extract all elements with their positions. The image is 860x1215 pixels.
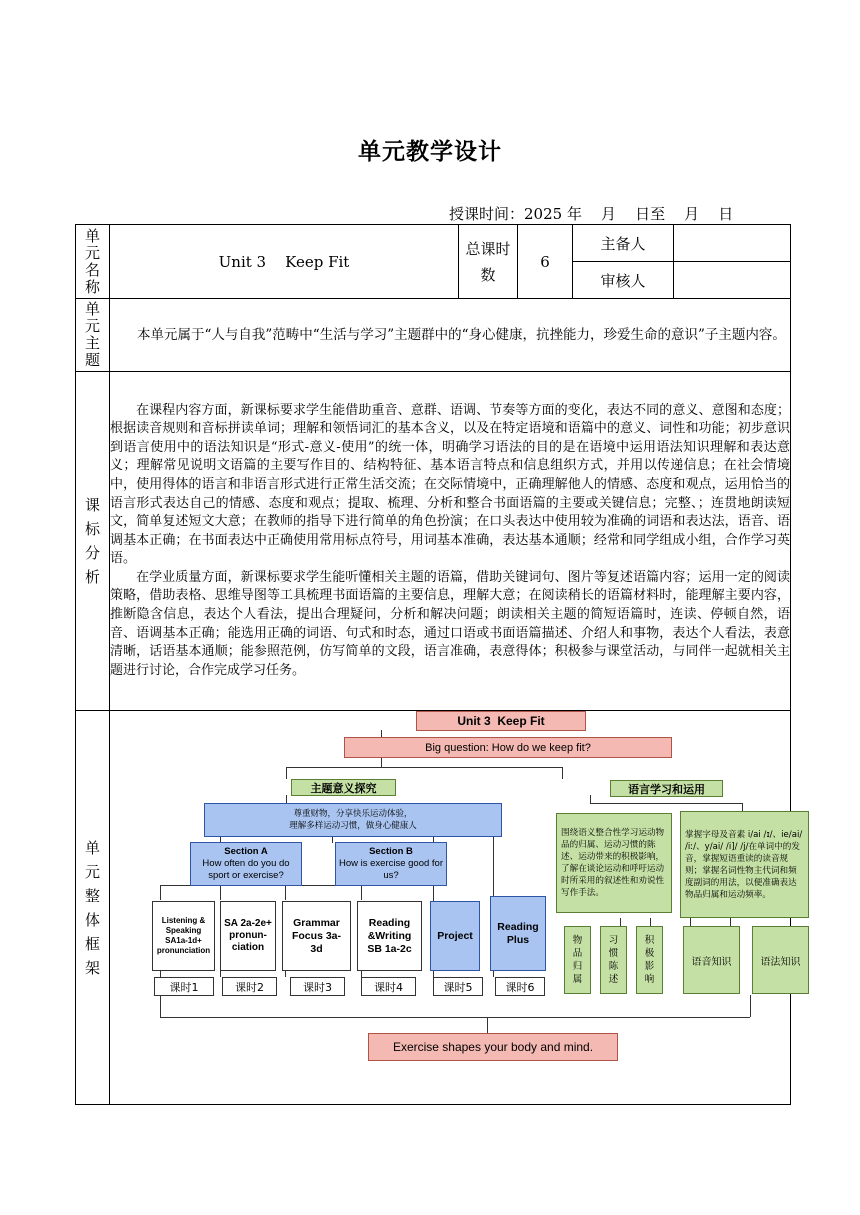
period-4-box	[361, 977, 416, 996]
reviewer-value	[674, 262, 791, 299]
period-5-text: 课时5	[443, 980, 473, 994]
period-6-text: 课时6	[505, 980, 535, 994]
language-goal-left-text: 围绕语义整合性学习运动物品的归属、运动习惯的陈述、运动带来的积极影响，了解在谈论运动和呼吁运动时所采用的叙述性和劝说性写作手法。	[561, 828, 665, 898]
period-1-text: 课时1	[169, 980, 199, 994]
lesson-4-name: Reading &Writing SB 1a-2c	[367, 916, 412, 955]
language-learning-text: 语言学习和运用	[628, 782, 705, 796]
grammar-text: 语法知识	[760, 956, 801, 968]
lesson-1-name: Listening & Speaking SA1a-1d+ pronunciation	[156, 916, 211, 955]
language-goal-right-text: 掌握字母及音素 i/ai /ɪ/、ie/ai/ /iː/、y/ai/ /i]/ /j/在单词中的发音，掌握短语重读的读音规则；掌握名词性物主代词和频度副词的用法，以便准确表达物品归属和运动频率。	[685, 829, 803, 900]
unit-theme-label: 单元主题	[76, 299, 110, 372]
lesson-3-name: Grammar Focus 3a-3d	[291, 916, 341, 955]
framework-label: 单元整体框架	[76, 711, 110, 1105]
section-a-question: How often do you do sport or exercise?	[202, 858, 290, 881]
unit-framework-diagram	[110, 711, 803, 1103]
period-4-text: 课时4	[374, 980, 403, 994]
theme-explore-text: 主题意义探究	[310, 781, 377, 795]
date-line: 授课时间：2025 年 月 日至 月 日	[449, 205, 734, 223]
habit-text: 习惯陈述	[608, 935, 619, 985]
positive-effect-text: 积极影响	[644, 935, 655, 985]
lesson-6-box	[490, 896, 546, 971]
language-goal-right-box	[680, 811, 809, 918]
language-goal-left-box	[556, 813, 672, 913]
lesson-2-name: SA 2a-2e+ pronun-ciation	[224, 918, 272, 953]
lesson-1-box	[152, 901, 215, 971]
curriculum-analysis-p2: 在学业质量方面，新课标要求学生能听懂相关主题的语篇，借助关键词句、图片等复述语篇内容；运用一定的阅读策略，借助表格、思维导图等工具梳理书面语篇的主要信息，理解大意；在阅读稍长的语篇材料时，能理解主要内容，推断隐含信息，表达个人看法，提出合理疑问，分析和解决问题；朗读相关主题的简短语篇时，连读、停顿自然，语音、语调基本正确；能选用正确的词语、句式和时态，通过口语或书面语篇描述、介绍人和事物，表达个人看法，表意清晰，话语基本通顺；能参照范例，仿写简单的文段，语言准确，表意得体；积极参与课堂活动，与同伴一起就相关主题进行讨论，合作完成学习任务。	[110, 569, 790, 678]
curriculum-analysis-p1: 在课程内容方面，新课标要求学生能借助重音、意群、语调、节奏等方面的变化，表达不同的意义、意图和态度；根据读音规则和音标拼读单词；理解和领悟词汇的基本含义，以及在特定语境和语篇中的意义、词性和功能；初步意识到语言使用中的语法知识是“形式-意义-使用”的统一体，明确学习语法的目的是在语境中运用语法知识理解和表达意义；理解常见说明文语篇的主要写作目的、结构特征、基本语言特点和信息组织方式，并用以传递信息；在社会情境中，使用得体的语言和非语言形式进行正常生活交流；在交际情境中，正确理解他人的情感、态度和观点，运用恰当的语言形式表达自己的情感、态度和观点；提取、梳理、分析和整合书面语篇的主要或关键信息；完整、；连贯地朗读短文，简单复述短文大意；在教师的指导下进行简单的角色扮演；在口头表达中使用较为准确的词语和表达法，语音、语调基本正确；在书面表达中正确使用常用标点符号，用词基本准确，表达基本通顺；经常和同学组成小组，合作学习英语。	[110, 402, 790, 567]
theme-goal-text: 尊重财物，分享快乐运动体验， 理解多样运动习惯，做身心健康人	[289, 809, 417, 831]
design-table	[75, 224, 803, 1105]
grammar-box	[752, 926, 809, 994]
lesson-3-box	[282, 901, 351, 971]
belonging-text: 物品归属	[572, 935, 583, 985]
conclusion-box	[368, 1033, 618, 1061]
total-periods-value: 6	[518, 225, 573, 299]
belonging-box	[564, 926, 591, 994]
preparer-label: 主备人	[573, 225, 674, 262]
unit-name-label: 单元名称	[76, 225, 110, 299]
lesson-5-box	[430, 901, 480, 971]
period-2-text: 课时2	[235, 980, 264, 994]
period-6-box	[495, 977, 545, 996]
period-2-box	[222, 977, 277, 996]
conclusion-text: Exercise shapes your body and mind.	[392, 1040, 594, 1054]
section-b-question: How is exercise good for us?	[338, 858, 444, 881]
section-b-title: Section B	[369, 846, 413, 857]
page-title: 单元教学设计	[358, 138, 502, 165]
section-b-box	[335, 842, 447, 886]
lesson-2-box	[220, 901, 276, 971]
preparer-value	[674, 225, 791, 262]
unit-theme-text: 本单元属于“人与自我”范畴中“生活与学习”主题群中的“身心健康，抗挫能力，珍爱生命的意识”子主题内容。	[137, 326, 786, 343]
unit-name-value: Unit 3 Keep Fit	[110, 225, 459, 299]
big-question-box	[344, 737, 672, 758]
theme-explore-box	[291, 779, 396, 796]
positive-effect-box	[636, 926, 663, 994]
language-learning-box	[610, 780, 723, 797]
period-5-box	[433, 977, 483, 996]
habit-box	[600, 926, 627, 994]
phonetics-box	[683, 926, 740, 994]
unit-title-text: Unit 3 Keep Fit	[457, 714, 545, 728]
big-question-text: Big question: How do we keep fit?	[425, 741, 591, 754]
section-a-title: Section A	[224, 846, 268, 857]
lesson-6-name: Reading Plus	[497, 920, 539, 946]
section-a-box	[190, 842, 302, 886]
period-3-text: 课时3	[303, 980, 332, 994]
curriculum-analysis-label: 课标分析	[76, 372, 110, 711]
theme-goal-box	[204, 803, 502, 837]
phonetics-text: 语音知识	[691, 956, 732, 968]
lesson-5-name: Project	[437, 930, 473, 942]
total-periods-label: 总课时数	[459, 225, 518, 299]
lesson-4-box	[357, 901, 422, 971]
reviewer-label: 审核人	[573, 262, 674, 299]
unit-title-box	[416, 711, 586, 731]
period-3-box	[290, 977, 345, 996]
period-1-box	[154, 977, 214, 996]
